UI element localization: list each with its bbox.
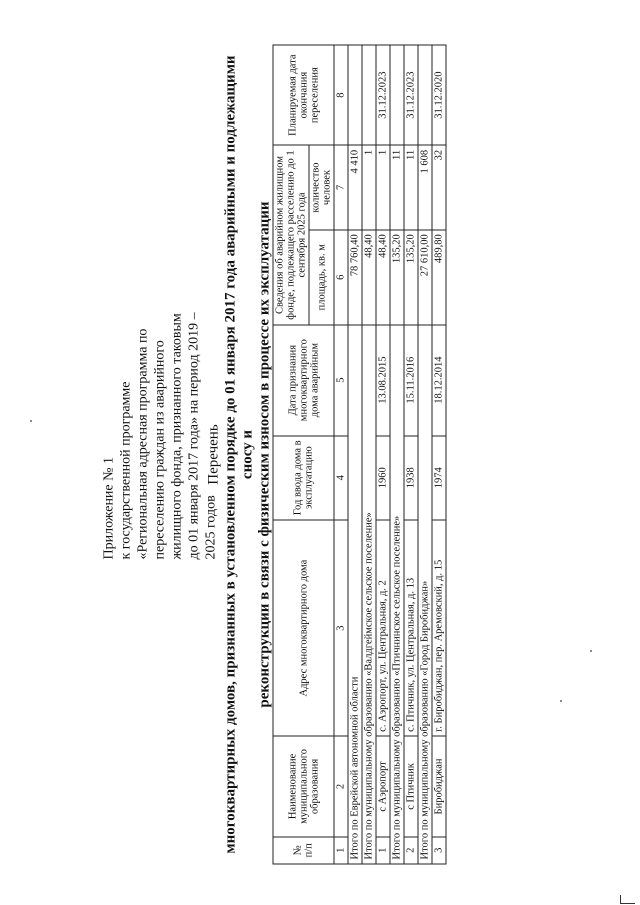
subtotal-row [418, 45, 432, 864]
rotated-page [1, 0, 640, 905]
row-date: 15.11.2016 [404, 325, 418, 436]
appendix-line: жилищного фонда, признанного таковым [169, 313, 185, 560]
row-number: 3 [432, 837, 446, 864]
total-label: Итого по Еврейской автономной области [348, 325, 362, 864]
total-area: 78 760,40 [348, 230, 362, 325]
table-row [376, 45, 390, 864]
row-municipality: с Птичник [404, 736, 418, 836]
row-area: 48,40 [376, 230, 390, 325]
subtotal-area: 27 610,00 [418, 230, 432, 325]
row-area: 135,20 [404, 230, 418, 325]
subtotal-label: Итого по муниципальному образованию «Валдгеймское сельское поселение» [362, 325, 376, 864]
header-number: № п/п [273, 837, 334, 864]
subtotal-area: 135,20 [390, 230, 404, 325]
appendix-note [101, 210, 220, 560]
subtotal-people: 11 [390, 145, 404, 229]
subtotal-label: Итого по муниципальному образованию «Город Биробиджан» [418, 325, 432, 864]
table-row [432, 45, 446, 864]
title-line: реконструкции в связи с физическим износом в процессе их эксплуатации [256, 201, 273, 708]
row-year: 1960 [376, 436, 390, 520]
title-heading: Перечень [205, 424, 222, 485]
column-number: 6 [334, 230, 348, 325]
scan-speck [30, 420, 32, 422]
column-number: 2 [334, 736, 348, 836]
row-people: 11 [404, 145, 418, 229]
header-year: Год ввода дома в эксплуатацию [273, 436, 334, 520]
row-year: 1938 [404, 436, 418, 520]
appendix-line: 2025 годов [203, 495, 219, 560]
title-line: многоквартирных домов, признанных в установленном порядке до 01 января 2017 года аварийными и подлежащими сносу и [222, 55, 256, 854]
row-area: 489,80 [432, 230, 446, 325]
appendix-line: до 01 января 2017 года» на период 2019 – [186, 312, 202, 560]
column-number: 1 [334, 837, 348, 864]
row-people: 32 [432, 145, 446, 229]
column-number: 4 [334, 436, 348, 520]
header-end-date: Планируемая дата окончания переселения [273, 45, 334, 145]
column-number: 5 [334, 325, 348, 436]
scan-speck [560, 700, 562, 702]
subtotal-people: 1 608 [418, 145, 432, 229]
appendix-line: «Региональная адресная программа по [135, 328, 151, 560]
column-number: 8 [334, 45, 348, 145]
row-date: 18.12.2014 [432, 325, 446, 436]
row-year: 1974 [432, 436, 446, 520]
scan-speck [590, 650, 592, 652]
subtotal-row [390, 45, 404, 864]
total-people: 4 410 [348, 145, 362, 229]
subtotal-area: 48,40 [362, 230, 376, 325]
header-date: Дата признания многоквартирного дома аварийным [273, 325, 334, 436]
column-number: 7 [334, 145, 348, 229]
row-end-date: 31.12.2020 [432, 45, 446, 145]
row-date: 13.08.2015 [376, 325, 390, 436]
appendix-line: к государственной программе [118, 381, 134, 560]
subtotal-people: 1 [362, 145, 376, 229]
row-address: г. Биробиджан, пер. Аремовский, д. 15 [432, 520, 446, 736]
subtotal-label: Итого по муниципальному образованию «Птичнинское сельское поселение» [390, 325, 404, 864]
row-people: 1 [376, 145, 390, 229]
row-municipality: с Аэропорт [376, 736, 390, 836]
header-municipality: Наименование муниципального образования [273, 736, 334, 836]
houses-table [273, 45, 447, 865]
column-number: 3 [334, 520, 348, 736]
header-group: Сведения об аварийном жилищном фонде, подлежащего расселению до 1 сентября 2025 года [273, 145, 309, 324]
document-title [206, 45, 274, 865]
subtotal-row [362, 45, 376, 864]
page-corner-mark [620, 895, 635, 904]
header-address: Адрес многоквартирного дома [273, 520, 334, 736]
row-municipality: Биробиджан [432, 736, 446, 836]
row-end-date: 31.12.2023 [404, 45, 418, 145]
table-row [404, 45, 418, 864]
column-numbers-row [334, 45, 348, 864]
row-address: с. Птичник, ул. Центральная, д. 13 [404, 520, 418, 736]
row-end-date: 31.12.2023 [376, 45, 390, 145]
appendix-line: переселению граждан из аварийного [152, 340, 168, 560]
header-people: количество человек [309, 145, 334, 229]
total-row [348, 45, 362, 864]
appendix-line: Приложение № 1 [101, 457, 117, 560]
row-number: 1 [376, 837, 390, 864]
header-area: площадь, кв. м [309, 230, 334, 325]
row-address: с. Аэропорт, ул. Центральная, д. 2 [376, 520, 390, 736]
row-number: 2 [404, 837, 418, 864]
